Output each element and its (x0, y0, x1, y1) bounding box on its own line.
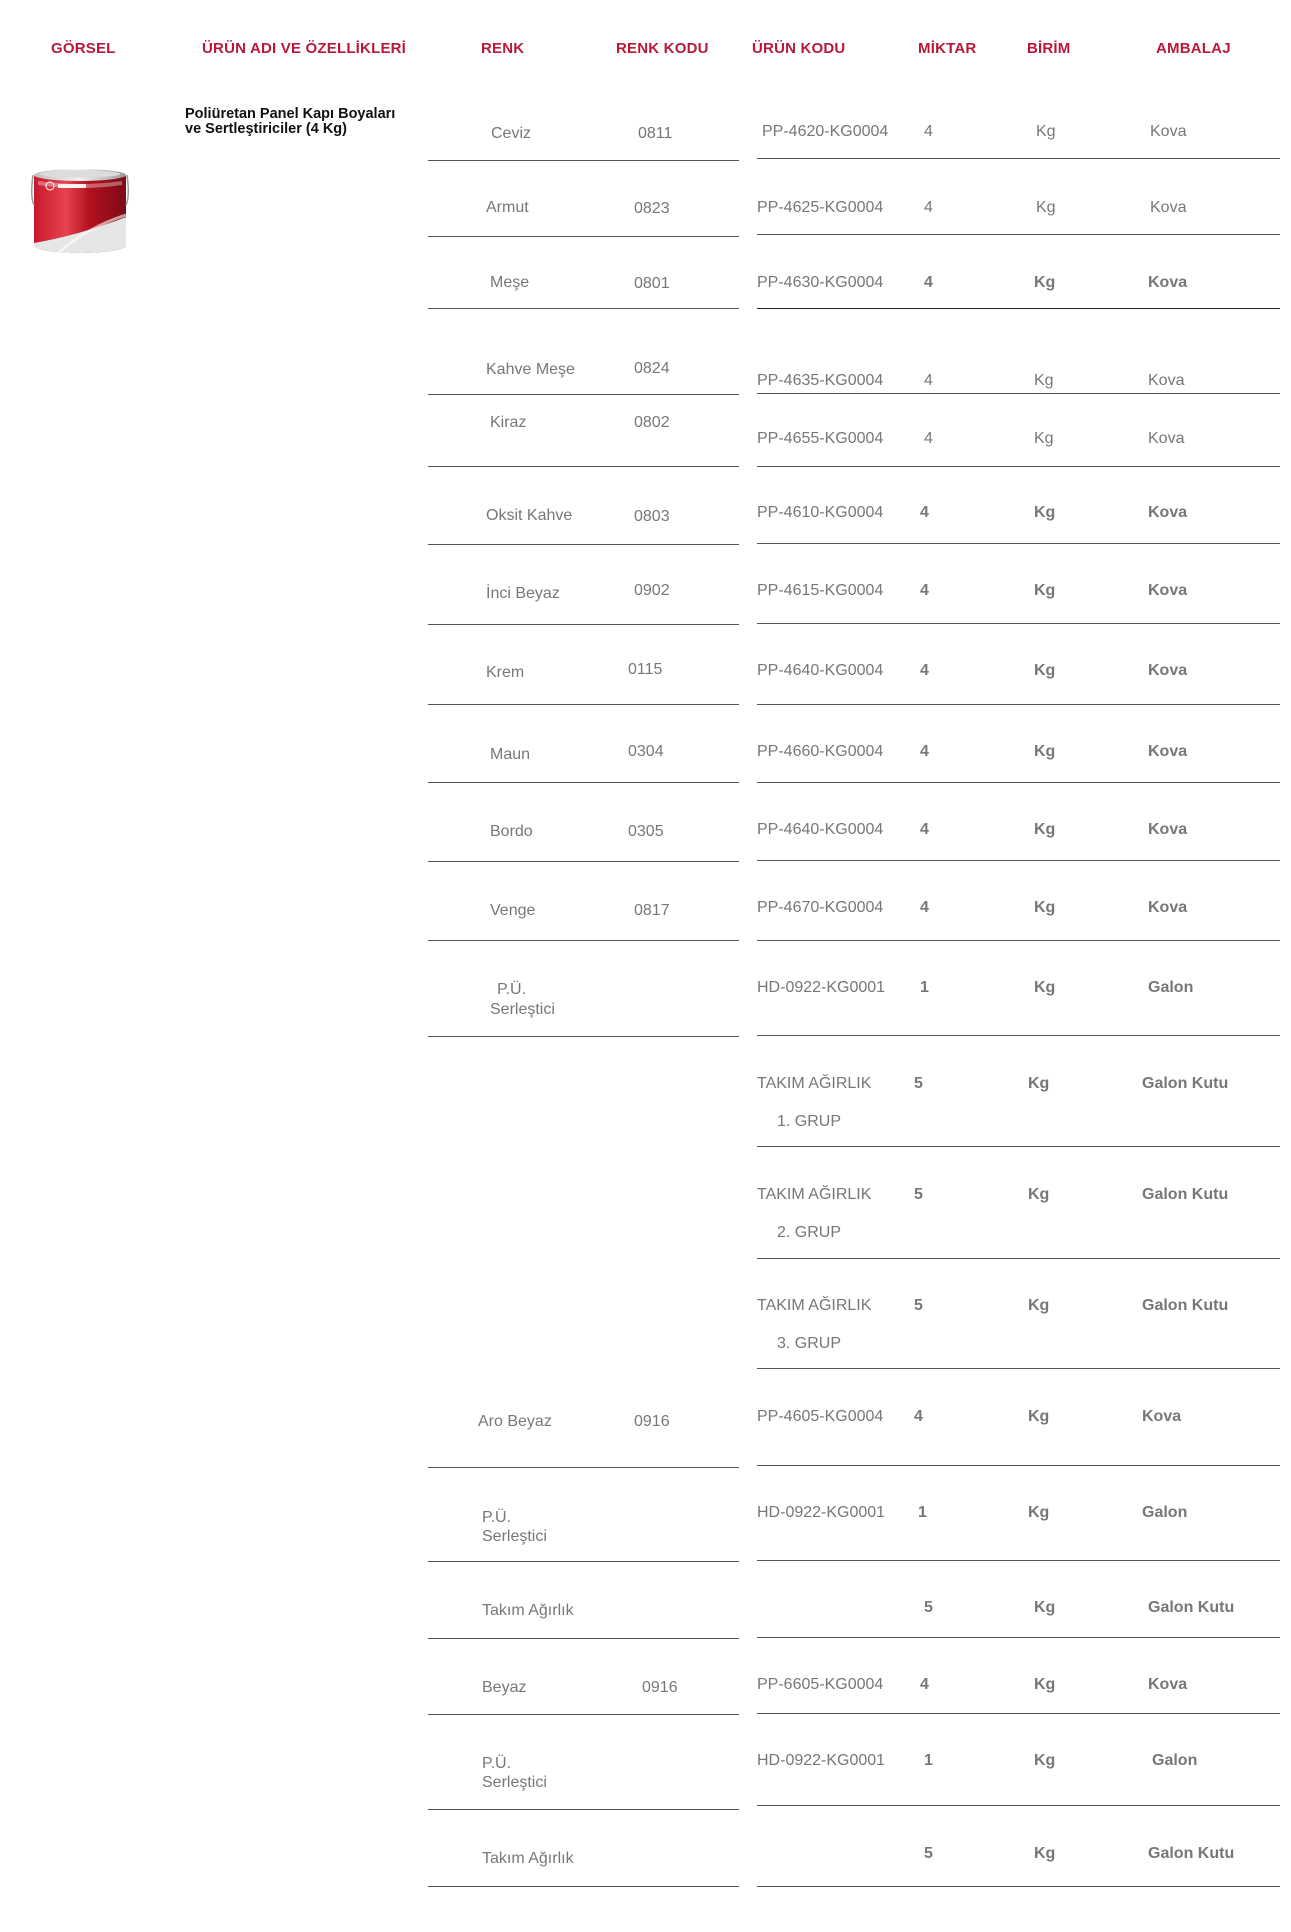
row-divider (428, 160, 739, 161)
package-cell: Galon (1148, 979, 1194, 996)
row-divider (428, 861, 739, 862)
header-name: ÜRÜN ADI VE ÖZELLİKLERİ (202, 40, 407, 57)
package-cell: Kova (1148, 372, 1185, 389)
color-cell-line1: P.Ü. (482, 1509, 512, 1526)
quantity-cell: 5 (914, 1186, 923, 1203)
color-code-cell: 0902 (634, 582, 670, 599)
package-cell: Galon (1152, 1752, 1198, 1769)
color-cell: Takım Ağırlık (482, 1850, 574, 1867)
unit-cell: Kg (1028, 1186, 1050, 1203)
quantity-cell: 1 (924, 1752, 933, 1769)
package-cell: Galon Kutu (1142, 1075, 1229, 1092)
header-quantity: MİKTAR (918, 40, 977, 57)
row-divider (428, 544, 739, 545)
row-divider (428, 1638, 739, 1639)
product-code-cell: PP-4605-KG0004 (757, 1408, 884, 1425)
row-divider (757, 1637, 1280, 1638)
row-divider (757, 543, 1280, 544)
color-code-cell: 0824 (634, 360, 670, 377)
quantity-cell: 5 (914, 1297, 923, 1314)
row-divider (757, 393, 1280, 394)
product-code-cell: PP-4620-KG0004 (762, 123, 889, 140)
product-code-cell: HD-0922-KG0001 (757, 1752, 886, 1769)
unit-cell: Kg (1028, 1297, 1050, 1314)
row-divider (428, 1886, 739, 1887)
package-cell: Galon Kutu (1148, 1599, 1235, 1616)
product-title: Poliüretan Panel Kapı Boyaları ve Sertleştiriciler (4 Kg) (185, 106, 396, 137)
color-cell: Maun (490, 746, 531, 763)
row-divider (757, 782, 1280, 783)
quantity-cell: 4 (920, 662, 929, 679)
row-divider (757, 1368, 1280, 1369)
quantity-cell: 4 (920, 899, 929, 916)
color-cell: Bordo (490, 823, 533, 840)
package-cell: Kova (1148, 274, 1188, 291)
unit-cell: Kg (1036, 123, 1056, 140)
group-cell: 1. GRUP (777, 1113, 842, 1130)
product-code-cell: TAKIM AĞIRLIK (757, 1075, 872, 1092)
color-cell-line2: Serleştici (482, 1528, 547, 1545)
color-cell: Aro Beyaz (478, 1413, 552, 1430)
unit-cell: Kg (1034, 372, 1054, 389)
color-code-cell: 0305 (628, 823, 664, 840)
package-cell: Kova (1150, 199, 1187, 216)
unit-cell: Kg (1028, 1408, 1050, 1425)
color-cell-line1: P.Ü. (482, 1755, 512, 1772)
group-cell: 3. GRUP (777, 1335, 842, 1352)
unit-cell: Kg (1034, 662, 1056, 679)
quantity-cell: 4 (924, 123, 933, 140)
unit-cell: Kg (1034, 979, 1056, 996)
header-color: RENK (481, 40, 525, 57)
quantity-cell: 4 (924, 430, 933, 447)
color-cell: İnci Beyaz (486, 585, 560, 602)
unit-cell: Kg (1034, 430, 1054, 447)
row-divider (428, 1036, 739, 1037)
row-divider (428, 782, 739, 783)
row-divider (757, 1035, 1280, 1036)
product-code-cell: TAKIM AĞIRLIK (757, 1186, 872, 1203)
color-code-cell: 0916 (642, 1679, 678, 1696)
product-code-cell: HD-0922-KG0001 (757, 1504, 886, 1521)
color-cell-line2: Serleştici (482, 1774, 547, 1791)
color-code-cell: 0823 (634, 200, 670, 217)
row-divider (428, 624, 739, 625)
quantity-cell: 5 (924, 1599, 933, 1616)
row-divider (757, 623, 1280, 624)
row-divider (428, 236, 739, 237)
quantity-cell: 1 (920, 979, 929, 996)
product-code-cell: PP-4625-KG0004 (757, 199, 884, 216)
quantity-cell: 1 (918, 1504, 927, 1521)
unit-cell: Kg (1034, 1599, 1056, 1616)
row-divider (757, 940, 1280, 941)
package-cell: Kova (1148, 504, 1188, 521)
package-cell: Kova (1148, 1676, 1188, 1693)
quantity-cell: 4 (924, 274, 933, 291)
product-code-cell: PP-4615-KG0004 (757, 582, 884, 599)
row-divider (757, 1886, 1280, 1887)
row-divider (757, 860, 1280, 861)
product-code-cell: PP-4640-KG0004 (757, 821, 884, 838)
color-cell-line1: P.Ü. (497, 981, 527, 998)
package-cell: Kova (1142, 1408, 1182, 1425)
row-divider (757, 308, 1280, 309)
color-cell: Krem (486, 664, 525, 681)
package-cell: Galon Kutu (1148, 1845, 1235, 1862)
unit-cell: Kg (1034, 504, 1056, 521)
product-code-cell: TAKIM AĞIRLIK (757, 1297, 872, 1314)
product-code-cell: PP-4660-KG0004 (757, 743, 884, 760)
color-cell: Meşe (490, 274, 530, 291)
package-cell: Kova (1148, 899, 1188, 916)
header-product-code: ÜRÜN KODU (752, 40, 846, 57)
unit-cell: Kg (1028, 1504, 1050, 1521)
quantity-cell: 4 (920, 743, 929, 760)
color-cell: Beyaz (482, 1679, 527, 1696)
row-divider (428, 704, 739, 705)
quantity-cell: 4 (924, 199, 933, 216)
row-divider (428, 1809, 739, 1810)
row-divider (757, 466, 1280, 467)
unit-cell: Kg (1034, 274, 1056, 291)
quantity-cell: 5 (924, 1845, 933, 1862)
row-divider (428, 1714, 739, 1715)
color-cell: Armut (486, 199, 529, 216)
row-divider (757, 1805, 1280, 1806)
color-code-cell: 0304 (628, 743, 664, 760)
package-cell: Kova (1150, 123, 1187, 140)
product-code-cell: HD-0922-KG0001 (757, 979, 886, 996)
product-code-cell: PP-4655-KG0004 (757, 430, 884, 447)
row-divider (757, 234, 1280, 235)
unit-cell: Kg (1034, 1752, 1056, 1769)
unit-cell: Kg (1034, 1845, 1056, 1862)
unit-cell: Kg (1034, 582, 1056, 599)
row-divider (757, 1258, 1280, 1259)
color-cell: Ceviz (491, 125, 532, 142)
package-cell: Galon Kutu (1142, 1297, 1229, 1314)
row-divider (757, 1146, 1280, 1147)
row-divider (428, 940, 739, 941)
header-package: AMBALAJ (1156, 40, 1231, 57)
group-cell: 2. GRUP (777, 1224, 842, 1241)
color-cell: Takım Ağırlık (482, 1602, 574, 1619)
quantity-cell: 4 (920, 504, 929, 521)
color-code-cell: 0802 (634, 414, 670, 431)
row-divider (428, 394, 739, 395)
row-divider (757, 704, 1280, 705)
quantity-cell: 4 (920, 1676, 929, 1693)
product-code-cell: PP-6605-KG0004 (757, 1676, 884, 1693)
product-code-cell: PP-4635-KG0004 (757, 372, 884, 389)
row-divider (428, 1467, 739, 1468)
color-code-cell: 0916 (634, 1413, 670, 1430)
quantity-cell: 4 (924, 372, 933, 389)
unit-cell: Kg (1036, 199, 1056, 216)
color-cell: Venge (490, 902, 536, 919)
unit-cell: Kg (1028, 1075, 1050, 1092)
paint-can-icon (28, 157, 132, 261)
row-divider (428, 308, 739, 309)
row-divider (428, 466, 739, 467)
row-divider (757, 158, 1280, 159)
unit-cell: Kg (1034, 743, 1056, 760)
unit-cell: Kg (1034, 821, 1056, 838)
color-cell-line2: Serleştici (490, 1001, 555, 1018)
color-code-cell: 0115 (628, 661, 663, 678)
quantity-cell: 4 (920, 821, 929, 838)
color-code-cell: 0811 (638, 125, 673, 142)
color-cell: Oksit Kahve (486, 507, 573, 524)
package-cell: Kova (1148, 582, 1188, 599)
header-color-code: RENK KODU (616, 40, 709, 57)
package-cell: Kova (1148, 662, 1188, 679)
package-cell: Kova (1148, 430, 1185, 447)
quantity-cell: 4 (920, 582, 929, 599)
quantity-cell: 5 (914, 1075, 923, 1092)
package-cell: Kova (1148, 821, 1188, 838)
product-code-cell: PP-4640-KG0004 (757, 662, 884, 679)
color-code-cell: 0817 (634, 902, 670, 919)
color-cell: Kahve Meşe (486, 361, 575, 378)
color-cell: Kiraz (490, 414, 527, 431)
header-unit: BİRİM (1027, 40, 1071, 57)
row-divider (428, 1561, 739, 1562)
product-code-cell: PP-4610-KG0004 (757, 504, 884, 521)
color-code-cell: 0801 (634, 275, 670, 292)
package-cell: Galon Kutu (1142, 1186, 1229, 1203)
package-cell: Kova (1148, 743, 1188, 760)
row-divider (757, 1713, 1280, 1714)
quantity-cell: 4 (914, 1408, 923, 1425)
product-code-cell: PP-4630-KG0004 (757, 274, 884, 291)
package-cell: Galon (1142, 1504, 1188, 1521)
row-divider (757, 1465, 1280, 1466)
header-image: GÖRSEL (51, 40, 116, 57)
color-code-cell: 0803 (634, 508, 670, 525)
product-code-cell: PP-4670-KG0004 (757, 899, 884, 916)
unit-cell: Kg (1034, 1676, 1056, 1693)
unit-cell: Kg (1034, 899, 1056, 916)
row-divider (757, 1560, 1280, 1561)
